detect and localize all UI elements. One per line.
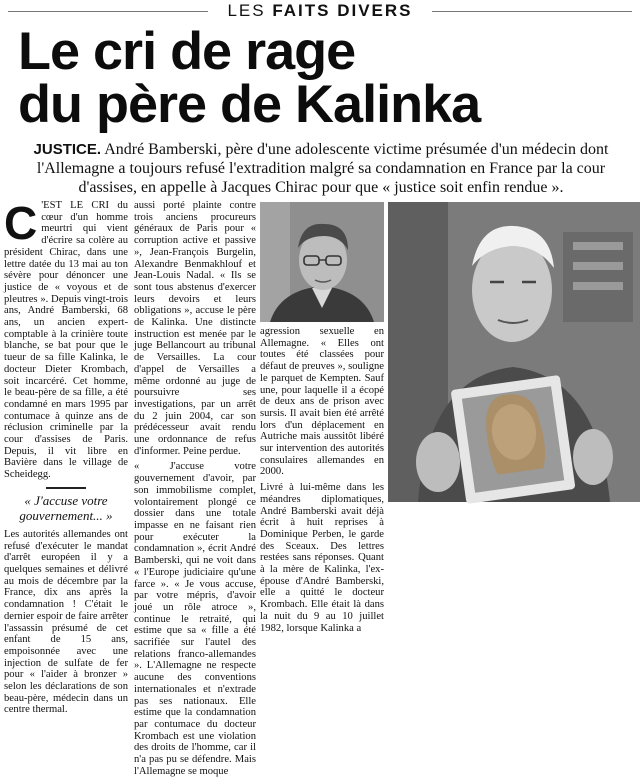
rubric-prefix: LES xyxy=(227,1,273,20)
father-photo xyxy=(388,202,640,502)
headline-line-2: du père de Kalinka xyxy=(18,75,481,134)
column-1-para-1 xyxy=(4,197,128,481)
rubric-bold: FAITS DIVERS xyxy=(272,1,413,20)
rubric-label xyxy=(0,0,640,22)
column-3 xyxy=(260,326,384,634)
portrait-illustration xyxy=(260,202,384,322)
column-2-para-1: aussi porté plainte contre trois anciens procureurs généraux de Paris pour « corruption active et passive », Jean-François Burgelin, Alexandre Benmakhlouf et Jean-Louis Nadal. « Ils se sont tous abstenus d'exercer leurs devoirs et leurs obligations », accuse le père de Kalinka. Une distincte instruction est menée par le juge Bellancourt au tribunal de Versailles. La cour d'appel de Versailles a même ordonné au juge de poursuivre ses investigations, par un arrêt du 2 juin 2004, car son prédécesseur avait rendu une ordonnance de refus d'informer. Peine perdue. xyxy=(134,200,256,457)
lede-kicker: JUSTICE. xyxy=(33,141,102,158)
lede-text: André Bamberski, père d'une adolescente victime présumée d'un médecin dont l'Allemagne a toujours refusé l'extradition malgré sa condamnation en France par la cour d'assises, en appelle à Jacques Chirac pour que « justice soit enfin rendue ». xyxy=(36,141,609,196)
pull-quote-text: « J'accuse votre gouvernement... » xyxy=(19,492,113,523)
father-illustration xyxy=(388,202,640,502)
pull-quote xyxy=(6,487,126,523)
column-1-text-1: 'EST LE CRI du cœur d'un homme meurtri qui vient d'écrire sa colère au président Chirac, dans une lettre datée du 13 mai au ton sévère pour dénoncer une justice de « voyous et de pleutres ». Depuis vingt-trois ans, André Bamberski, 68 ans, un ancien expert-comptable à la crinière toute blanche, se bat pour que le tueur de sa fille Kalinka, le docteur Dieter Krombach, soit incarcéré. Cet homme, le beau-père de sa fille, a été condamné en mars 1995 par contumace à quinze ans de réclusion criminelle par la cour d'assises de Paris. Depuis, il vit libre en Bavière dans le village de Scheidegg. xyxy=(4,200,128,481)
column-1-para-2: Les autorités allemandes ont refusé d'exécuter le mandat d'arrêt européen il y a quelques semaines et délivré au mois de décembre par la France, dix ans après la condamnation ! C'était le dernier espoir de faire arrêter l'assassin présumé de cet enfant de 15 ans, empoisonnée avec une injection de sulfate de fer pour « l'aider à bronzer » selon les déclarations de son beau-père, médecin dans un centre thermal. xyxy=(4,528,128,716)
column-1 xyxy=(4,197,128,716)
column-2-para-2: « J'accuse votre gouvernement d'avoir, par son immobilisme complet, volontairement plongé ce dossier dans une totale impasse en ne faisant rien pour exécuter la condamnation », écrit André Bamberski, qui ne voit dans « l'Europe judiciaire qu'une farce ». « Je vous accuse, par votre mépris, d'avoir joué un rôle atroce », continue le retraité, qui estime que sa « fille a été sacrifiée sur l'autel des relations franco-allemandes ». L'Allemagne ne respecte aucune des conventions internationales et n'extrade pas ses nationaux. Elle estime que la condamnation par contumace du docteur Krombach est une violation des droits de l'homme, car il n'a pas pu se défendre. Mais l'Allemagne se moque xyxy=(134,461,256,777)
column-2 xyxy=(134,200,256,777)
headline-line-1: Le cri de rage xyxy=(18,22,356,81)
drop-cap: C xyxy=(4,197,38,249)
headline xyxy=(18,22,618,134)
column-3-para-1: agression sexuelle en Allemagne. « Elles ont toutes été classées pour défaut de preuves », souligne le parquet de Kempten. Sauf une, pour laquelle il a écopé de deux ans de prison avec sursis. Il avait bien été arrêté lors d'un déplacement en Autriche mais aussitôt libéré sur intervention des autorités consulaires allemandes en 2000. xyxy=(260,326,384,478)
lede xyxy=(26,140,616,197)
section-rubric xyxy=(0,0,640,22)
pull-quote-bar xyxy=(46,487,86,489)
column-3-para-2: Livré à lui-même dans les méandres diplomatiques, André Bamberski avait déjà écrit à huit reprises à Dominique Perben, le garde des Sceaux. Des lettres restées sans réponses. Quant à la mère de Kalinka, l'ex-épouse d'André Bamberski, elle a quitté le docteur Krombach. Elle était là dans la nuit du 9 au 10 juillet 1982, lorsque Kalinka a xyxy=(260,482,384,634)
portrait-photo xyxy=(260,202,384,322)
